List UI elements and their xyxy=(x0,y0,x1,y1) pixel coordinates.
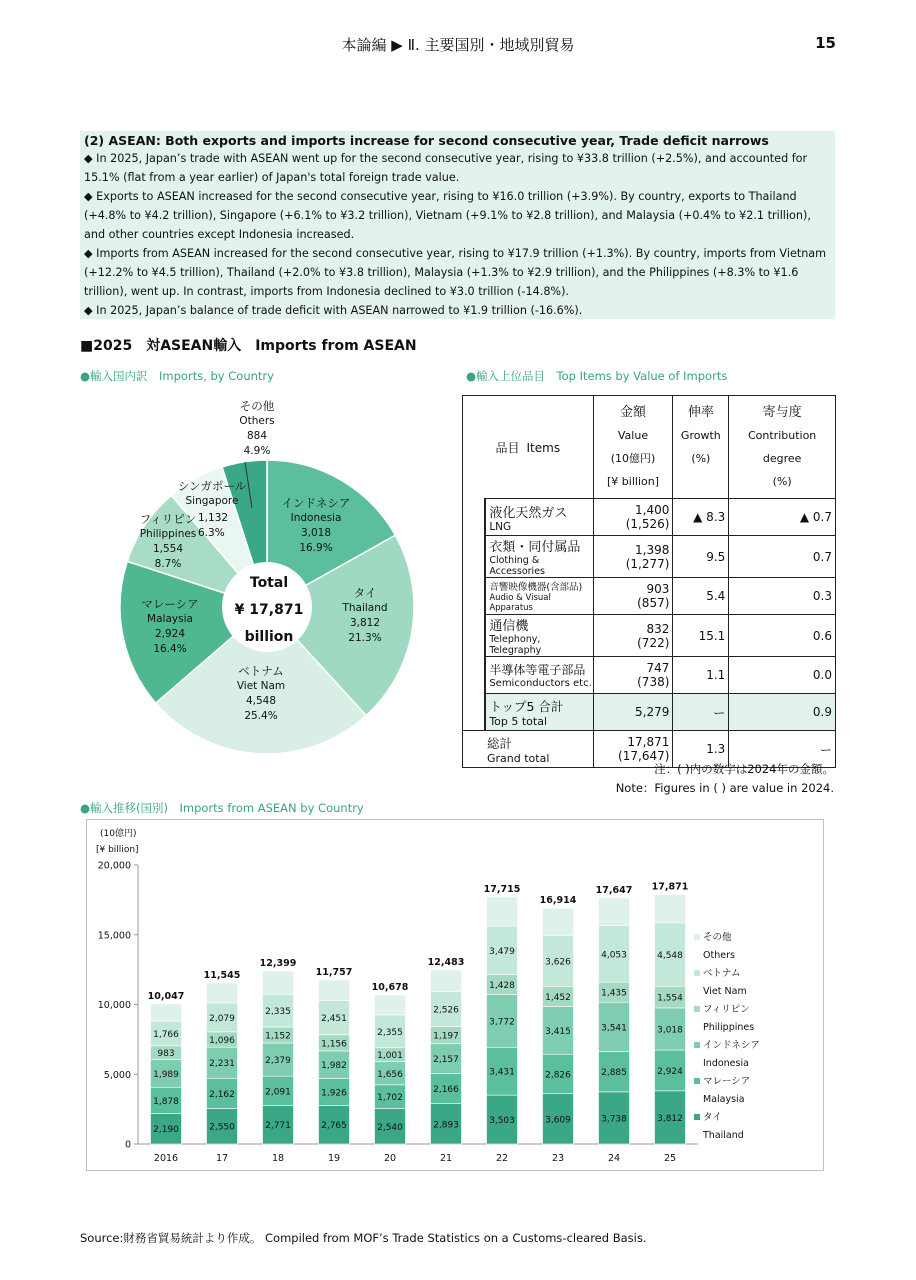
legend-label-en: Others xyxy=(703,950,735,961)
bar-segment-others xyxy=(151,1004,182,1021)
bar-value-label: 2,765 xyxy=(321,1121,347,1132)
legend-swatch xyxy=(694,970,700,976)
bar-value-label: 3,541 xyxy=(601,1023,627,1034)
legend-label-en: Thailand xyxy=(703,1130,744,1141)
bar-value-label: 1,096 xyxy=(209,1036,235,1047)
table-header-row xyxy=(463,396,836,499)
header-contribution: 寄与度 Contribution degree (%) xyxy=(729,396,836,499)
bar-segment-others xyxy=(207,983,238,1003)
x-tick-label: 25 xyxy=(663,1153,677,1164)
bar-total-label: 10,047 xyxy=(147,990,185,1002)
bar-segment-others xyxy=(487,897,518,926)
summary-bullet: ◆ Imports from ASEAN increased for the second consecutive year, rising to ¥17.9 trillion (+1.3%). By country, imports from Vietnam (+12.2% to ¥4.5 trillion), Thailand (+2.0% to ¥3.8 trillion), Malaysia (+1.3% to ¥2.9 trillion), and the Philippines (+8.3% to ¥1.6 trillion), went up. In contrast, imports from Indonesia declined to ¥3.0 trillion (-14.8%). xyxy=(84,247,827,298)
legend-label-jp: フィリピン xyxy=(703,1004,750,1015)
bar-value-label: 1,428 xyxy=(489,981,515,992)
header-title: 本論編 ▶ Ⅱ. 主要国別・地域別貿易 xyxy=(341,36,575,54)
bar-value-label: 1,554 xyxy=(657,993,683,1004)
bar-value-label: 1,452 xyxy=(545,992,571,1003)
bar-value-label: 1,982 xyxy=(321,1061,347,1072)
y-axis-unit-jp: (10億円) xyxy=(100,829,137,839)
bar-segment-others xyxy=(375,995,406,1015)
bar-value-label: 2,162 xyxy=(209,1089,235,1100)
bar-value-label: 3,018 xyxy=(657,1025,683,1036)
table-subtitle: ●輸入上位品目 Top Items by Value of Imports xyxy=(466,369,728,383)
header-items: 品目 Items xyxy=(463,396,594,499)
bar-value-label: 2,540 xyxy=(377,1122,403,1133)
bar-value-label: 2,166 xyxy=(433,1085,459,1096)
bar-value-label: 3,479 xyxy=(489,946,515,957)
pie-center-label xyxy=(222,570,316,651)
bar-segment-others xyxy=(543,908,574,936)
summary-bullet: ◆ Exports to ASEAN increased for the second consecutive year, rising to ¥16.0 trillion (+3.9%). By country, exports to Thailand (+4.8% to ¥4.2 trillion), Singapore (+6.1% to ¥3.2 trillion), Vietnam (+9.1% to ¥2.8 trillion), and Malaysia (+0.4% to ¥2.1 trillion), and other countries except Indonesia increased. xyxy=(84,190,811,241)
bar-value-label: 2,355 xyxy=(377,1027,403,1038)
table-row: 半導体等電子部品 Semiconductors etc. 747 (738) 1.1 0.0 xyxy=(463,657,836,694)
x-tick-label: 23 xyxy=(551,1153,565,1164)
bar-total-label: 12,483 xyxy=(427,956,465,968)
bar-value-label: 3,812 xyxy=(657,1113,683,1124)
x-tick-label: 18 xyxy=(271,1153,285,1164)
legend-label-jp: マレーシア xyxy=(703,1076,751,1087)
bar-value-label: 2,335 xyxy=(265,1007,291,1018)
pie-label-philippines: フィリピン Philippines 1,554 8.7% xyxy=(139,512,197,570)
bar-total-label: 10,678 xyxy=(371,982,409,994)
x-tick-label: 2016 xyxy=(153,1153,179,1164)
x-tick-label: 24 xyxy=(607,1153,621,1164)
y-tick-label: 20,000 xyxy=(97,860,131,872)
legend-swatch xyxy=(694,1078,700,1084)
legend-swatch xyxy=(694,1042,700,1048)
legend-label-jp: タイ xyxy=(703,1112,722,1123)
bar-value-label: 1,702 xyxy=(377,1093,403,1104)
bar-total-label: 12,399 xyxy=(259,958,297,970)
source-note: Source:財務省貿易統計より作成。 Compiled from MOF’s Trade Statistics on a Customs-cleared Basis. xyxy=(80,1231,647,1245)
bar-chart-subtitle: ●輸入推移(国別) Imports from ASEAN by Country xyxy=(80,801,364,815)
y-tick-label: 10,000 xyxy=(97,1000,131,1011)
bar-value-label: 2,079 xyxy=(209,1013,235,1024)
bar-value-label: 1,435 xyxy=(601,988,627,999)
bar-value-label: 2,885 xyxy=(601,1068,627,1079)
bar-value-label: 3,626 xyxy=(545,957,571,968)
y-tick-label: 15,000 xyxy=(97,930,131,942)
bar-segment-others xyxy=(263,971,294,994)
x-tick-label: 21 xyxy=(439,1153,453,1164)
legend-swatch xyxy=(694,1114,700,1120)
bar-total-label: 11,545 xyxy=(203,969,241,981)
y-tick-label: 0 xyxy=(124,1139,131,1151)
summary-heading: (2) ASEAN: Both exports and imports increase for second consecutive year, Trade deficit narrows xyxy=(84,133,769,148)
bar-value-label: 2,550 xyxy=(209,1122,235,1133)
bar-value-label: 2,379 xyxy=(265,1056,291,1067)
legend-swatch xyxy=(694,1006,700,1012)
bar-value-label: 1,766 xyxy=(153,1029,179,1040)
x-tick-label: 19 xyxy=(327,1153,341,1164)
legend-label-jp: その他 xyxy=(703,932,732,943)
bar-value-label: 1,878 xyxy=(153,1096,179,1107)
legend-label-jp: インドネシア xyxy=(703,1040,760,1051)
bar-value-label: 1,656 xyxy=(377,1069,403,1080)
bar-segment-others xyxy=(655,895,686,923)
x-tick-label: 22 xyxy=(495,1153,509,1164)
bar-value-label: 2,893 xyxy=(433,1120,459,1131)
pie-center-bottom: billion xyxy=(244,629,294,645)
bar-value-label: 1,197 xyxy=(433,1031,459,1042)
bar-value-label: 2,826 xyxy=(545,1070,571,1081)
y-axis-unit-en: [¥ billion] xyxy=(96,845,139,855)
legend-label-en: Malaysia xyxy=(703,1094,745,1105)
bar-value-label: 2,451 xyxy=(321,1014,347,1025)
pie-center-value: ¥ 17,871 xyxy=(234,602,304,618)
bar-total-label: 16,914 xyxy=(539,895,577,907)
bar-value-label: 2,924 xyxy=(657,1066,683,1077)
table-row: 衣類・同付属品 Clothing & Accessories 1,398 (1,277) 9.5 0.7 xyxy=(463,536,836,578)
bar-value-label: 3,738 xyxy=(601,1114,627,1125)
legend-label-en: Philippines xyxy=(703,1022,755,1033)
pie-label-indonesia: インドネシア Indonesia 3,018 16.9% xyxy=(281,496,351,554)
summary-box xyxy=(80,131,835,319)
bar-value-label: 3,503 xyxy=(489,1116,515,1127)
bar-segment-others xyxy=(599,898,630,926)
pie-label-singapore-values: 1,132 6.3% xyxy=(198,512,229,539)
bar-value-label: 2,231 xyxy=(209,1059,235,1070)
bar-value-label: 3,431 xyxy=(489,1067,515,1078)
bar-value-label: 4,053 xyxy=(601,950,627,961)
table-row: 通信機 Telephony, Telegraphy 832 (722) 15.1 0.6 xyxy=(463,615,836,657)
bar-value-label: 3,415 xyxy=(545,1026,571,1037)
header-value: 金額 Value (10億円) [¥ billion] xyxy=(593,396,673,499)
bar-value-label: 2,771 xyxy=(265,1121,291,1132)
bar-value-label: 1,156 xyxy=(321,1039,347,1050)
legend-swatch xyxy=(694,934,700,940)
page-header xyxy=(0,34,916,54)
bar-value-label: 4,548 xyxy=(657,951,683,962)
bar-segment-others xyxy=(431,970,462,992)
bar-value-label: 1,152 xyxy=(265,1031,291,1042)
table-row: 液化天然ガス LNG 1,400 (1,526) ▲ 8.3 ▲ 0.7 xyxy=(463,499,836,536)
bar-total-label: 17,871 xyxy=(651,881,689,893)
pie-label-singapore: シンガポール Singapore xyxy=(177,479,247,507)
pie-subtitle: ●輸入国内訳 Imports, by Country xyxy=(80,369,274,383)
table-note-jp: 注：( )内の数字は2024年の金額。 xyxy=(654,762,834,776)
legend-label-en: Viet Nam xyxy=(703,986,747,997)
bar-chart xyxy=(86,819,824,1171)
table-note-en: Note：Figures in ( ) are value in 2024. xyxy=(615,781,834,795)
pie-label-vietnam: ベトナム Viet Nam 4,548 25.4% xyxy=(236,664,286,722)
bar-value-label: 2,190 xyxy=(153,1125,179,1136)
bar-segment-others xyxy=(319,980,350,1001)
bar-value-label: 2,091 xyxy=(265,1087,291,1098)
pie-label-thailand: タイ Thailand 3,812 21.3% xyxy=(342,586,388,644)
section-title: ■2025 対ASEAN輸入 Imports from ASEAN xyxy=(80,338,417,354)
bar-total-label: 17,715 xyxy=(483,883,521,895)
header-growth: 伸率 Growth (%) xyxy=(673,396,729,499)
bar-value-label: 983 xyxy=(157,1049,175,1060)
table-row-total: 総計 Grand total 17,871 (17,647) 1.3 ー xyxy=(463,731,836,768)
pie-label-others: その他 Others 884 4.9% xyxy=(239,399,275,457)
x-tick-label: 17 xyxy=(215,1153,229,1164)
summary-bullet: ◆ In 2025, Japan’s trade with ASEAN went up for the second consecutive year, rising to ¥33.8 trillion (+2.5%), and accounted for 15.1% (flat from a year earlier) of Japan's total foreign trade value. xyxy=(84,152,808,184)
bar-value-label: 3,772 xyxy=(489,1017,515,1028)
pie-center-top: Total xyxy=(249,575,289,591)
bar-value-label: 1,001 xyxy=(377,1051,403,1062)
bar-value-label: 2,157 xyxy=(433,1054,459,1065)
legend-label-en: Indonesia xyxy=(703,1058,749,1069)
bar-value-label: 1,989 xyxy=(153,1069,179,1080)
bar-total-label: 11,757 xyxy=(315,966,353,978)
table-row: 音響映像機器(含部品) Audio & Visual Apparatus 903 (857) 5.4 0.3 xyxy=(463,578,836,615)
bar-value-label: 1,926 xyxy=(321,1088,347,1099)
legend-label-jp: ベトナム xyxy=(703,968,741,979)
top-items-table xyxy=(462,395,836,768)
page-number: 15 xyxy=(815,34,836,52)
bar-value-label: 2,526 xyxy=(433,1005,459,1016)
y-tick-label: 5,000 xyxy=(103,1069,131,1081)
pie-label-malaysia: マレーシア Malaysia 2,924 16.4% xyxy=(141,597,199,655)
x-tick-label: 20 xyxy=(383,1153,397,1164)
summary-bullet: ◆ In 2025, Japan’s balance of trade deficit with ASEAN narrowed to ¥1.9 trillion (-16.6%). xyxy=(84,304,583,317)
bar-total-label: 17,647 xyxy=(595,884,633,896)
bar-value-label: 3,609 xyxy=(545,1115,571,1126)
table-row-top5: トップ5 合計 Top 5 total 5,279 ー 0.9 xyxy=(463,694,836,731)
